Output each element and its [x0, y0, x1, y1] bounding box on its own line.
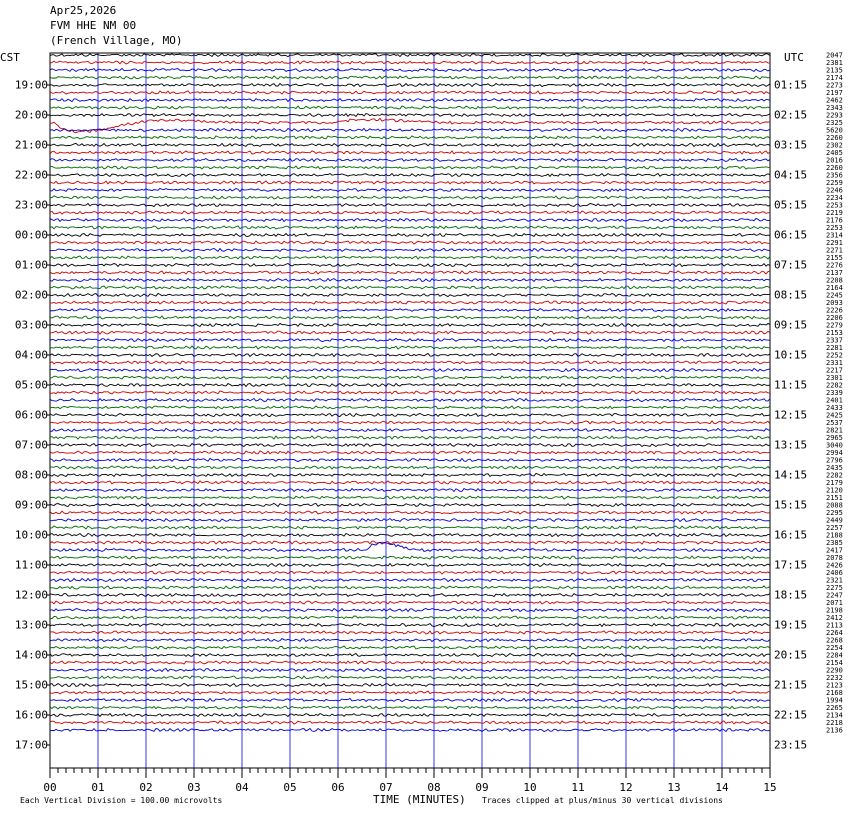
trace-value-label-36: 2279	[826, 321, 843, 330]
trace-value-label-16: 2356	[826, 171, 843, 180]
right-hour-label-3: 04:15	[774, 168, 808, 182]
trace-44	[50, 383, 770, 386]
trace-value-label-28: 2276	[826, 261, 843, 270]
trace-41	[50, 361, 770, 364]
trace-7	[50, 106, 770, 109]
trace-83	[50, 676, 770, 679]
trace-value-label-8: 2293	[826, 111, 843, 120]
trace-value-label-61: 2295	[826, 509, 843, 517]
trace-40	[50, 354, 770, 357]
left-hour-label-7: 02:00	[14, 288, 48, 302]
trace-value-label-75: 2412	[826, 614, 843, 622]
trace-value-label-62: 2449	[826, 516, 843, 525]
left-hour-label-10: 05:00	[14, 378, 48, 392]
trace-value-label-71: 2275	[826, 584, 843, 592]
trace-value-label-67: 2078	[826, 554, 843, 562]
trace-6	[50, 99, 770, 102]
trace-20	[50, 203, 770, 206]
right-hour-label-9: 10:15	[774, 348, 808, 362]
trace-22	[50, 218, 770, 221]
trace-value-label-52: 3040	[826, 441, 843, 450]
trace-value-label-27: 2155	[826, 254, 843, 262]
trace-23	[50, 226, 770, 229]
trace-28	[50, 263, 770, 266]
left-hour-label-11: 06:00	[14, 408, 48, 422]
trace-value-label-76: 2113	[826, 621, 843, 630]
trace-value-label-49: 2537	[826, 419, 843, 427]
trace-47	[50, 406, 770, 409]
trace-13	[50, 151, 770, 154]
left-hour-label-20: 15:00	[14, 678, 48, 692]
trace-52	[50, 443, 770, 446]
trace-32	[50, 293, 770, 296]
trace-value-label-70: 2321	[826, 576, 843, 585]
trace-value-label-31: 2164	[826, 284, 843, 292]
x-tick-label-8: 08	[427, 781, 441, 794]
trace-value-label-65: 2385	[826, 539, 843, 547]
x-axis-label: TIME (MINUTES)	[373, 793, 466, 806]
trace-value-label-90: 2136	[826, 726, 843, 735]
trace-value-label-0: 2047	[826, 51, 843, 60]
trace-90	[50, 729, 770, 732]
right-hour-label-11: 12:15	[774, 408, 808, 422]
trace-value-label-19: 2234	[826, 194, 843, 202]
x-tick-label-12: 12	[619, 781, 633, 794]
right-hour-label-7: 08:15	[774, 288, 808, 302]
trace-51	[50, 436, 770, 439]
trace-value-label-89: 2218	[826, 719, 843, 727]
trace-5	[50, 91, 770, 94]
trace-value-label-13: 2405	[826, 149, 843, 157]
trace-value-label-24: 2314	[826, 231, 843, 240]
trace-value-label-60: 2088	[826, 501, 843, 510]
trace-62	[50, 518, 770, 521]
trace-54	[50, 458, 770, 461]
trace-value-label-51: 2965	[826, 434, 843, 442]
trace-value-label-57: 2179	[826, 479, 843, 487]
trace-value-label-32: 2245	[826, 291, 843, 300]
trace-value-label-11: 2260	[826, 134, 843, 142]
trace-value-label-63: 2257	[826, 524, 843, 532]
trace-value-label-58: 2120	[826, 486, 843, 495]
trace-46	[50, 398, 770, 401]
trace-value-label-34: 2226	[826, 306, 843, 315]
trace-15	[50, 166, 770, 169]
trace-value-label-68: 2426	[826, 561, 843, 570]
left-hour-label-19: 14:00	[14, 648, 48, 662]
x-tick-label-15: 15	[763, 781, 777, 794]
trace-value-label-14: 2016	[826, 156, 843, 165]
trace-38	[50, 338, 770, 341]
left-hour-label-17: 12:00	[14, 588, 48, 602]
trace-25	[50, 241, 770, 244]
trace-34	[50, 308, 770, 311]
trace-value-label-12: 2302	[826, 141, 843, 150]
left-hour-label-9: 04:00	[14, 348, 48, 362]
trace-24	[50, 233, 770, 236]
trace-value-label-10: 5620	[826, 126, 843, 135]
trace-value-label-5: 2197	[826, 89, 843, 97]
trace-67	[50, 556, 770, 559]
trace-73	[50, 601, 770, 604]
trace-value-label-87: 2265	[826, 704, 843, 712]
date-label: Apr25,2026	[50, 4, 117, 17]
right-hour-label-12: 13:15	[774, 438, 808, 452]
trace-80	[50, 653, 770, 656]
trace-77	[50, 631, 770, 634]
trace-value-label-39: 2281	[826, 344, 843, 352]
trace-value-label-84: 2123	[826, 681, 843, 690]
trace-value-label-29: 2137	[826, 269, 843, 277]
trace-53	[50, 451, 770, 454]
right-hour-label-19: 20:15	[774, 648, 808, 662]
right-hour-label-1: 02:15	[774, 108, 808, 122]
right-hour-label-4: 05:15	[774, 198, 808, 212]
trace-value-label-18: 2246	[826, 186, 843, 195]
right-hour-label-18: 19:15	[774, 618, 808, 632]
trace-49	[50, 421, 770, 424]
trace-3	[50, 76, 770, 79]
right-hour-label-13: 14:15	[774, 468, 808, 482]
right-hour-label-21: 22:15	[774, 708, 808, 722]
trace-value-label-20: 2253	[826, 201, 843, 210]
trace-value-label-88: 2134	[826, 711, 843, 720]
trace-68	[50, 563, 770, 566]
left-hour-label-4: 23:00	[14, 198, 48, 212]
trace-66	[50, 542, 770, 551]
x-tick-label-0: 00	[43, 781, 57, 794]
trace-value-label-77: 2264	[826, 629, 843, 637]
trace-value-label-25: 2291	[826, 239, 843, 247]
left-hour-label-1: 20:00	[14, 108, 48, 122]
x-tick-label-4: 04	[235, 781, 249, 794]
trace-value-label-40: 2252	[826, 351, 843, 360]
left-hour-label-15: 10:00	[14, 528, 48, 542]
trace-18	[50, 188, 770, 191]
x-tick-label-3: 03	[187, 781, 201, 794]
trace-61	[50, 511, 770, 514]
trace-58	[50, 488, 770, 491]
trace-56	[50, 473, 770, 476]
trace-value-label-73: 2071	[826, 599, 843, 607]
trace-60	[50, 503, 770, 506]
left-hour-label-16: 11:00	[14, 558, 48, 572]
trace-value-label-81: 2154	[826, 659, 843, 667]
trace-78	[50, 638, 770, 641]
right-hour-label-14: 15:15	[774, 498, 808, 512]
right-hour-label-0: 01:15	[774, 78, 808, 92]
trace-8	[50, 114, 770, 117]
x-tick-label-2: 02	[139, 781, 153, 794]
trace-76	[50, 623, 770, 626]
trace-value-label-42: 2217	[826, 366, 843, 375]
trace-39	[50, 346, 770, 349]
x-tick-label-1: 01	[91, 781, 105, 794]
trace-59	[50, 496, 770, 499]
trace-85	[50, 691, 770, 694]
trace-value-label-79: 2254	[826, 644, 843, 652]
trace-42	[50, 368, 770, 371]
trace-value-label-55: 2435	[826, 464, 843, 472]
trace-value-label-78: 2268	[826, 636, 843, 645]
trace-55	[50, 466, 770, 469]
trace-27	[50, 256, 770, 259]
trace-43	[50, 376, 770, 379]
trace-4	[50, 83, 770, 86]
trace-value-label-59: 2151	[826, 494, 843, 502]
trace-value-label-80: 2284	[826, 651, 843, 660]
trace-48	[50, 413, 770, 416]
x-tick-label-5: 05	[283, 781, 297, 794]
trace-value-label-66: 2417	[826, 546, 843, 555]
trace-82	[50, 668, 770, 671]
trace-29	[50, 271, 770, 274]
trace-21	[50, 211, 770, 214]
clip-note: Traces clipped at plus/minus 30 vertical divisions	[482, 796, 723, 805]
x-tick-label-14: 14	[715, 781, 729, 794]
trace-value-label-22: 2176	[826, 216, 843, 225]
trace-37	[50, 331, 770, 334]
trace-64	[50, 533, 770, 536]
left-hour-label-2: 21:00	[14, 138, 48, 152]
trace-value-label-54: 2796	[826, 456, 843, 465]
left-timezone-label: CST	[0, 51, 20, 64]
trace-value-label-15: 2260	[826, 164, 843, 172]
trace-2	[50, 68, 770, 71]
trace-31	[50, 286, 770, 289]
left-hour-label-18: 13:00	[14, 618, 48, 632]
x-tick-label-13: 13	[667, 781, 681, 794]
trace-value-label-7: 2343	[826, 104, 843, 112]
left-hour-label-5: 00:00	[14, 228, 48, 242]
trace-72	[50, 593, 770, 596]
x-tick-label-11: 11	[571, 781, 585, 794]
trace-value-label-47: 2433	[826, 404, 843, 412]
trace-84	[50, 683, 770, 686]
trace-87	[50, 706, 770, 709]
right-hour-label-10: 11:15	[774, 378, 808, 392]
trace-value-label-9: 2325	[826, 119, 843, 127]
right-timezone-label: UTC	[784, 51, 804, 64]
trace-70	[50, 579, 770, 582]
trace-value-label-74: 2198	[826, 606, 843, 615]
trace-value-label-56: 2282	[826, 471, 843, 480]
left-hour-label-8: 03:00	[14, 318, 48, 332]
trace-value-label-50: 2821	[826, 426, 843, 435]
right-hour-label-17: 18:15	[774, 588, 808, 602]
trace-value-label-41: 2331	[826, 359, 843, 367]
trace-value-label-85: 2168	[826, 689, 843, 697]
trace-57	[50, 481, 770, 484]
trace-19	[50, 196, 770, 199]
trace-12	[50, 143, 770, 146]
trace-value-label-82: 2290	[826, 666, 843, 675]
trace-88	[50, 713, 770, 716]
trace-value-label-6: 2462	[826, 96, 843, 105]
trace-71	[50, 586, 770, 589]
trace-value-label-3: 2174	[826, 74, 843, 82]
left-hour-label-12: 07:00	[14, 438, 48, 452]
left-hour-label-21: 16:00	[14, 708, 48, 722]
trace-75	[50, 616, 770, 619]
trace-89	[50, 721, 770, 724]
left-hour-label-3: 22:00	[14, 168, 48, 182]
trace-value-label-23: 2253	[826, 224, 843, 232]
left-hour-label-22: 17:00	[14, 738, 48, 752]
trace-value-label-45: 2339	[826, 389, 843, 397]
trace-45	[50, 391, 770, 394]
right-hour-label-22: 23:15	[774, 738, 808, 752]
trace-86	[50, 698, 770, 701]
trace-value-label-72: 2247	[826, 591, 843, 600]
trace-value-label-26: 2271	[826, 246, 843, 255]
trace-value-label-83: 2232	[826, 674, 843, 682]
trace-35	[50, 316, 770, 319]
x-tick-label-6: 06	[331, 781, 345, 794]
trace-value-label-86: 1994	[826, 696, 843, 705]
right-hour-label-2: 03:15	[774, 138, 808, 152]
trace-63	[50, 526, 770, 529]
station-label: FVM HHE NM 00	[50, 19, 137, 32]
x-tick-label-7: 07	[379, 781, 393, 794]
trace-value-label-17: 2259	[826, 179, 843, 187]
trace-value-label-21: 2219	[826, 209, 843, 217]
trace-value-label-69: 2406	[826, 569, 843, 577]
trace-30	[50, 278, 770, 281]
right-hour-label-20: 21:15	[774, 678, 808, 692]
trace-10	[50, 128, 770, 131]
trace-26	[50, 248, 770, 251]
trace-79	[50, 646, 770, 649]
trace-16	[50, 173, 770, 176]
trace-0	[50, 53, 770, 56]
trace-1	[50, 61, 770, 64]
trace-11	[50, 136, 770, 139]
left-hour-label-0: 19:00	[14, 78, 48, 92]
right-hour-label-16: 17:15	[774, 558, 808, 572]
trace-74	[50, 608, 770, 611]
trace-value-label-48: 2425	[826, 411, 843, 420]
trace-value-label-43: 2301	[826, 374, 843, 382]
trace-value-label-44: 2282	[826, 381, 843, 390]
scale-note: Each Vertical Division = 100.00 microvolts	[20, 796, 223, 805]
trace-value-label-35: 2206	[826, 314, 843, 322]
trace-69	[50, 571, 770, 574]
trace-value-label-33: 2093	[826, 299, 843, 307]
trace-value-label-46: 2401	[826, 396, 843, 405]
trace-value-label-53: 2994	[826, 449, 843, 457]
right-hour-label-6: 07:15	[774, 258, 808, 272]
trace-17	[50, 181, 770, 184]
left-hour-label-14: 09:00	[14, 498, 48, 512]
left-hour-label-13: 08:00	[14, 468, 48, 482]
trace-value-label-64: 2188	[826, 531, 843, 540]
trace-81	[50, 661, 770, 664]
trace-65	[50, 541, 770, 544]
trace-50	[50, 428, 770, 431]
x-tick-label-9: 09	[475, 781, 489, 794]
trace-value-label-37: 2153	[826, 329, 843, 337]
trace-value-label-38: 2337	[826, 336, 843, 345]
trace-value-label-1: 2381	[826, 59, 843, 67]
trace-value-label-30: 2208	[826, 276, 843, 285]
trace-value-label-2: 2135	[826, 66, 843, 75]
x-tick-label-10: 10	[523, 781, 537, 794]
right-hour-label-15: 16:15	[774, 528, 808, 542]
trace-14	[50, 158, 770, 161]
trace-value-label-4: 2273	[826, 81, 843, 90]
right-hour-label-8: 09:15	[774, 318, 808, 332]
left-hour-label-6: 01:00	[14, 258, 48, 272]
right-hour-label-5: 06:15	[774, 228, 808, 242]
trace-36	[50, 323, 770, 326]
trace-33	[50, 301, 770, 304]
location-label: (French Village, MO)	[50, 34, 183, 47]
